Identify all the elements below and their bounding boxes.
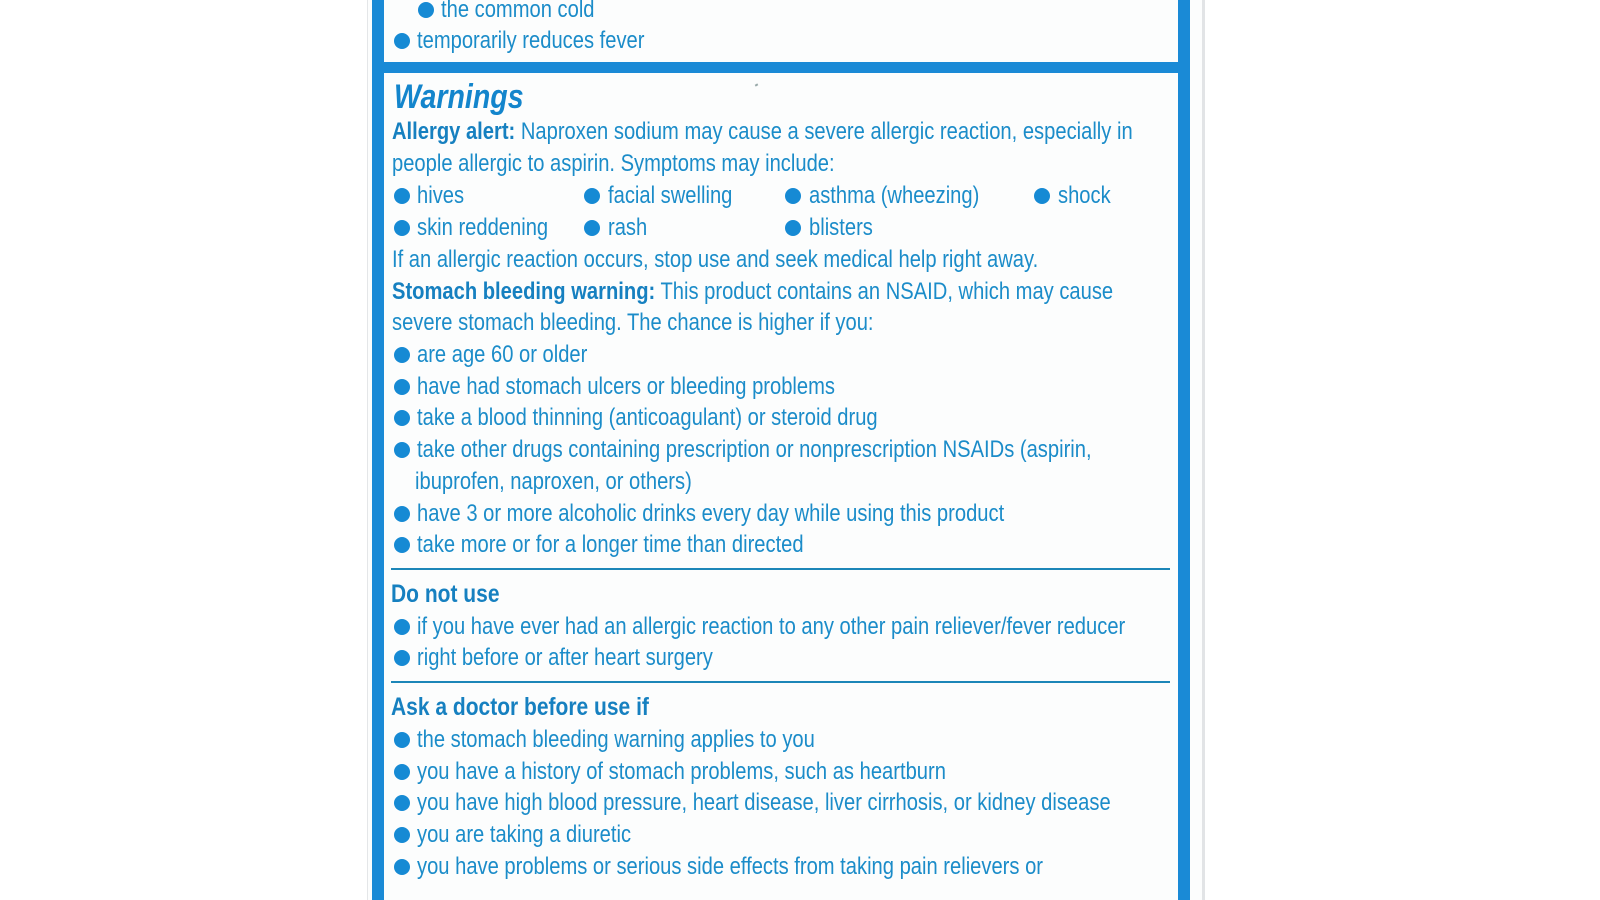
symptom-item: hives	[417, 182, 465, 209]
allergy-alert-label: Allergy alert:	[392, 118, 516, 145]
risk-item-continued: ibuprofen, naproxen, or others)	[415, 468, 692, 495]
bullet-icon	[394, 827, 410, 843]
bullet-icon	[418, 2, 434, 18]
do-not-use-item: right before or after heart surgery	[417, 644, 713, 671]
bullet-icon	[785, 220, 801, 236]
bullet-icon	[785, 188, 801, 204]
frame-border-right	[1178, 0, 1190, 900]
section-rule	[391, 568, 1170, 570]
bullet-icon	[584, 188, 600, 204]
risk-item: have had stomach ulcers or bleeding problems	[417, 373, 836, 400]
bullet-icon	[394, 379, 410, 395]
bullet-icon	[584, 220, 600, 236]
risk-item: take other drugs containing prescription or nonprescription NSAIDs (aspirin,	[417, 436, 1092, 463]
do-not-use-item: if you have ever had an allergic reaction to any other pain reliever/fever reducer	[417, 613, 1126, 640]
allergy-alert-line2: people allergic to aspirin. Symptoms may include:	[392, 150, 835, 177]
stomach-warning-line2: severe stomach bleeding. The chance is higher if you:	[392, 309, 874, 336]
bullet-icon	[394, 859, 410, 875]
symptom-item: shock	[1058, 182, 1111, 209]
ask-doctor-item: you have a history of stomach problems, such as heartburn	[417, 758, 946, 785]
bullet-icon	[394, 619, 410, 635]
ask-doctor-item: the stomach bleeding warning applies to you	[417, 726, 815, 753]
section-rule	[391, 681, 1170, 683]
uses-item: temporarily reduces fever	[417, 27, 645, 54]
bullet-icon	[394, 188, 410, 204]
bullet-icon	[394, 537, 410, 553]
symptom-item: skin reddening	[417, 214, 549, 241]
bullet-icon	[394, 33, 410, 49]
risk-item: take more or for a longer time than directed	[417, 531, 804, 558]
stomach-warning-line1	[392, 277, 1113, 307]
risk-item: are age 60 or older	[417, 341, 588, 368]
bullet-icon	[394, 795, 410, 811]
symptom-item: blisters	[809, 214, 873, 241]
risk-item: have 3 or more alcoholic drinks every day while using this product	[417, 500, 1005, 527]
bullet-icon	[1034, 188, 1050, 204]
allergy-action-text: If an allergic reaction occurs, stop use and seek medical help right away.	[392, 246, 1039, 273]
symptom-item: asthma (wheezing)	[809, 182, 980, 209]
ask-doctor-title: Ask a doctor before use if	[391, 693, 649, 721]
do-not-use-title: Do not use	[391, 580, 500, 608]
symptom-item: facial swelling	[608, 182, 733, 209]
ask-doctor-item: you have problems or serious side effects from taking pain relievers or	[417, 853, 1044, 880]
ask-doctor-item: you have high blood pressure, heart disease, liver cirrhosis, or kidney disease	[417, 789, 1111, 816]
symptom-item: rash	[608, 214, 648, 241]
bullet-icon	[394, 442, 410, 458]
bullet-icon	[394, 347, 410, 363]
allergy-alert-line1	[392, 117, 1133, 147]
bullet-icon	[394, 650, 410, 666]
bullet-icon	[394, 732, 410, 748]
uses-item: the common cold	[441, 0, 595, 23]
bullet-icon	[394, 764, 410, 780]
allergy-alert-text: Naproxen sodium may cause a severe allergic reaction, especially in	[515, 118, 1133, 145]
stomach-warning-label: Stomach bleeding warning:	[392, 278, 656, 305]
section-divider-bar	[372, 62, 1190, 73]
ask-doctor-item: you are taking a diuretic	[417, 821, 632, 848]
stomach-warning-text: This product contains an NSAID, which may cause	[655, 278, 1114, 305]
bullet-icon	[394, 220, 410, 236]
bullet-icon	[394, 506, 410, 522]
frame-border-left	[372, 0, 384, 900]
bullet-icon	[394, 410, 410, 426]
warnings-heading: Warnings	[394, 78, 524, 116]
risk-item: take a blood thinning (anticoagulant) or steroid drug	[417, 404, 878, 431]
